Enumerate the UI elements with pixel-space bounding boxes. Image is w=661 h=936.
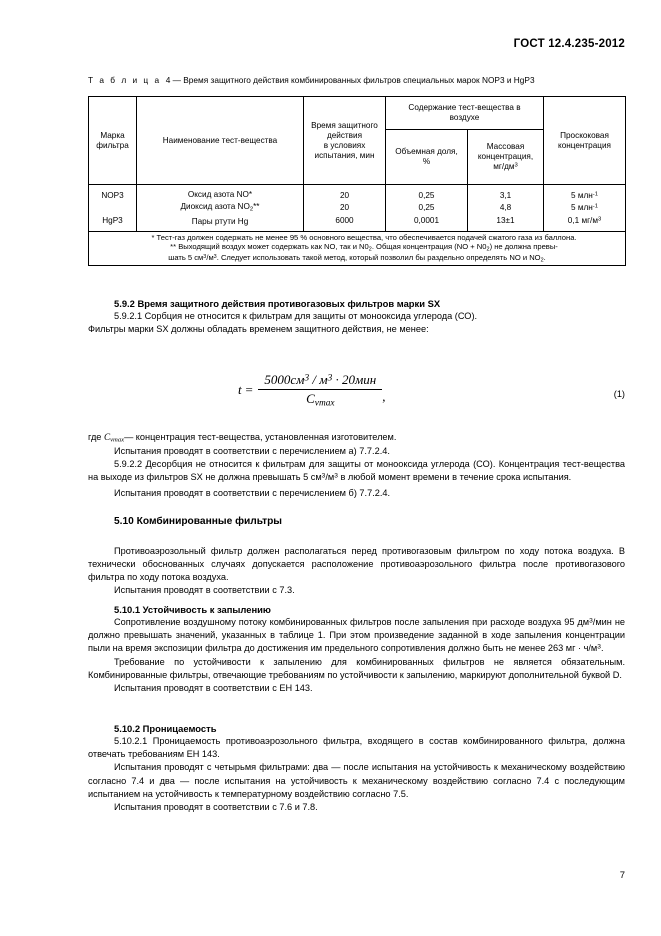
- volume-no2: 0,25: [418, 203, 435, 213]
- para-5-10-2-tests: Испытания проводят в соответствии с 7.6 и 7.8.: [114, 801, 318, 812]
- formula-where: где $C_{vmax}—$ концентрация тест-вещества, установленная изготовителем.: [88, 432, 397, 444]
- formula-number: (1): [613, 389, 625, 399]
- header-time-line2: действия: [326, 130, 363, 140]
- table-caption-label: Т а б л и ц а: [88, 75, 162, 85]
- table-footnote-row: [89, 232, 626, 266]
- header-marka: [89, 97, 137, 185]
- para-5-10-2-1: 5.10.2.1 Проницаемость противоаэрозольного фильтра, входящего в состав комбинированного фильтра, должна отвечать требованиям ЕН 143.: [88, 736, 625, 760]
- time-no: 20: [339, 191, 350, 201]
- footnote-1: * Тест-газ должен содержать не менее 95 % основного вещества, что обеспечивается подачей сжатого газа из баллона.: [151, 233, 577, 242]
- header-prosk-line2: концентрация: [558, 140, 611, 150]
- footnote-2: ** Выходящий воздух может содержать как NO, так и $N0_2$. Общая концентрация $(NO + N0_2)$ не должна превы- шать 5 $см^3/м^3$. Следует использовать такой метод, который позволил бы раздельно определять NO и $NO_2$.: [168, 242, 558, 264]
- formula-numerator: $5000см^3 / м^3 \cdot 20мин$: [258, 372, 382, 390]
- para-5-10-1: Противоаэрозольный фильтр должен располагаться перед противогазовым фильтром по ходу потока воздуха. В технически обоснованных случаях допускается расположение противоаэрозольного фильтра после противогазового фильтра по ходу потока воздуха.: [88, 546, 625, 583]
- header-volume-line2: %: [422, 157, 431, 166]
- heading-5-9-2: 5.9.2 Время защитного действия противогазовых фильтров марки SX: [114, 298, 441, 309]
- section-5-10-2: [88, 722, 625, 814]
- table-caption: [88, 75, 535, 85]
- header-time-line1: Время защитного: [311, 120, 378, 130]
- para-5-9-2-1-cont: Фильтры марки SX должны обладать временем защитного действия, не менее:: [88, 324, 429, 335]
- header-mass-line2: концентрация,: [477, 152, 534, 161]
- header-protection-time: [304, 97, 386, 185]
- section-5-10-1: [88, 603, 625, 695]
- section-5-9-2: [88, 297, 625, 336]
- time-hg: 6000: [335, 215, 354, 225]
- para-where-tests: Испытания проводят в соответствии с перечислением а) 7.7.2.4.: [114, 446, 390, 457]
- header-time-line4: испытания, мин: [314, 150, 375, 160]
- prosk-hg: 0,1 $мг/м^3$: [567, 215, 602, 225]
- table-caption-text: — Время защитного действия комбинированных фильтров специальных марок NOP3 и HgP3: [172, 75, 535, 85]
- page-number: 7: [619, 870, 625, 881]
- formula-lhs: t: [238, 382, 242, 398]
- header-breakthrough-conc: [544, 97, 626, 185]
- table-header-row-1: [89, 97, 626, 130]
- para-5-10-1-2: Требование по устойчивости к запылению для комбинированных фильтров не является обязательным. Комбинированные фильтры, отвечающие требованиям по устойчивости к запылению, маркируют дополнительной буквой D.: [88, 656, 625, 680]
- section-5-10-body: [88, 545, 625, 597]
- substance-no2: Диоксид азота $NO_2**$: [180, 202, 260, 213]
- table-row: [89, 185, 626, 232]
- mass-no2: 4,8: [499, 203, 512, 213]
- volume-hg: 0,0001: [413, 215, 440, 225]
- table-footnotes: [89, 232, 626, 266]
- formula-block-1: [88, 372, 625, 420]
- section-5-10-heading: [88, 515, 625, 529]
- cell-volume: [386, 185, 468, 232]
- formula-comma: ,: [382, 389, 386, 405]
- header-content-group: [386, 97, 544, 130]
- header-mass-conc: [468, 130, 544, 185]
- cell-time: [304, 185, 386, 232]
- cell-substance: [137, 185, 304, 232]
- time-no2: 20: [339, 203, 350, 213]
- table-caption-number: 4: [165, 75, 171, 85]
- formula-denominator: $C_{vmax}$: [306, 391, 335, 409]
- header-content-group-line2: воздухе: [449, 113, 480, 122]
- para-5-10-1-tests: Испытания проводят в соответствии с ЕН 143.: [114, 682, 313, 693]
- para-5-10-1-1: Сопротивление воздушному потоку комбинированных фильтров после запыления при расходе воздуха 95 $дм^3$/мин не должно превышать значений, указанных в таблице 1. При этом произведение заданной в ходе запыления концентрации пыли на время экспозиции фильтра до достижения им предельного сопротивления должно быть не менее 263 мг · $ч/м^3$.: [88, 617, 626, 654]
- header-mass-sup: 3: [514, 162, 518, 169]
- substance-hg: Пары ртути Hg: [191, 216, 249, 226]
- prosk-no2: 5 млн$^{-1}$: [571, 203, 599, 213]
- header-marka-line1: Марка: [100, 130, 125, 140]
- heading-5-10-1: 5.10.1 Устойчивость к запылению: [114, 604, 271, 615]
- cell-marka: [89, 185, 137, 232]
- marka-hgp3: HgP3: [102, 215, 123, 225]
- substance-no: Оксид азота NO*: [187, 190, 253, 200]
- heading-5-10-2: 5.10.2 Проницаемость: [114, 723, 217, 734]
- heading-5-10: 5.10 Комбинированные фильтры: [114, 516, 283, 527]
- formula-equals: =: [244, 382, 254, 398]
- header-time-line3: в условиях: [323, 140, 366, 150]
- header-substance-name: Наименование тест-вещества: [137, 97, 304, 185]
- mass-hg: 13±1: [496, 215, 515, 225]
- cell-breakthrough: [544, 185, 626, 232]
- para-5-9-2-2-tests: Испытания проводят в соответствии с перечислением б) 7.7.2.4.: [114, 488, 391, 499]
- header-volume-fraction: [386, 130, 468, 185]
- marka-nop3: NOP3: [101, 191, 124, 201]
- prosk-no: 5 млн$^{-1}$: [571, 191, 599, 201]
- header-content-group-line1: Содержание тест-вещества в: [408, 103, 521, 112]
- spacer: [91, 203, 134, 214]
- formula-1: [238, 372, 386, 408]
- cell-mass: [468, 185, 544, 232]
- header-prosk-line1: Проскоковая: [560, 130, 609, 140]
- document-standard-header: ГОСТ 12.4.235-2012: [513, 38, 625, 50]
- section-formula-notes: [88, 431, 625, 500]
- header-mass-line1: Массовая: [486, 142, 525, 151]
- header-mass-line3: мг/дм: [493, 162, 515, 171]
- formula-fraction: [258, 372, 382, 408]
- para-5-9-2-2: 5.9.2.2 Десорбция не относится к фильтрам для защиты от монооксида углерода (СО). Концентрация тест-вещества на выходе из фильтров SX не должна превышать 5 $см^3/м^3$ в любой момент времени в течение срока испытания.: [88, 459, 625, 483]
- para-5-10-2-2: Испытания проводят с четырьмя фильтрами: два — после испытания на устойчивость к механическому воздействию согласно 7.4 и два — после испытания на устойчивость к механическому воздействию согласно 7.4 с последующим испытанием на устойчивость к температурному воздействию согласно 7.5.: [88, 762, 625, 799]
- mass-no: 3,1: [499, 191, 512, 201]
- para-5-10-tests: Испытания проводят в соответствии с 7.3.: [114, 585, 295, 596]
- para-5-9-2-1: 5.9.2.1 Сорбция не относится к фильтрам для защиты от монооксида углерода (СО).: [114, 311, 478, 322]
- table-4: [88, 96, 626, 266]
- header-marka-line2: фильтра: [96, 140, 129, 150]
- header-volume-line1: Объемная доля,: [395, 147, 458, 156]
- volume-no: 0,25: [418, 191, 435, 201]
